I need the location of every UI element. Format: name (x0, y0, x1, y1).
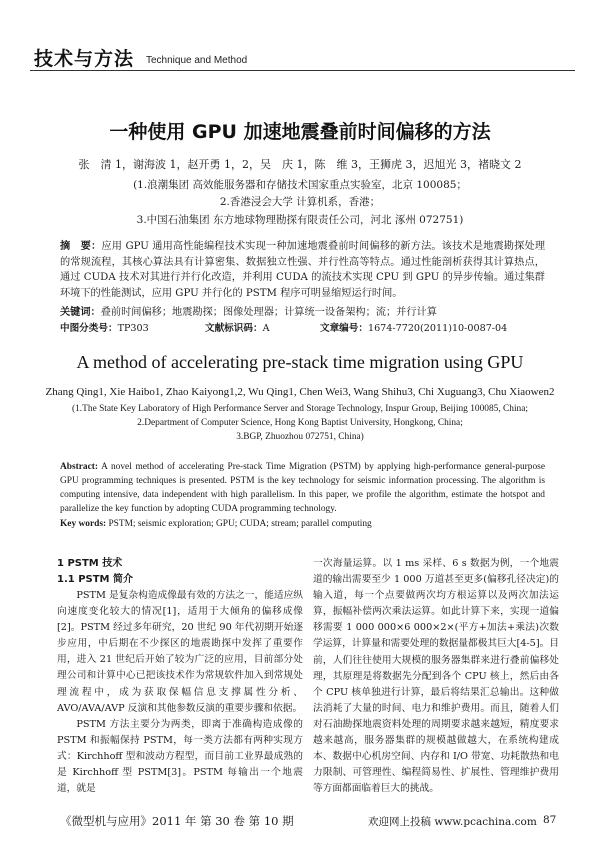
abstract-cn (60, 239, 545, 301)
doc-code (205, 320, 270, 334)
authors-cn: 张 清 1，谢海波 1，赵开勇 1，2，吴 庆 1，陈 维 3，王狮虎 3，迟旭光 3，褚晓文 2 (78, 158, 522, 171)
body-paragraph: PSTM 是复杂构造成像最有效的方法之一，能适应纵向速度变化较大的情况[1]，适用于大倾角的偏移成像[2]。PSTM 经过多年研究，20 世纪 90 年代初期开始逐步应用，中后期在不少探区的地震勘探中发挥了重要作用，进入 21 世纪后开始了较为广泛的应用，目前部分处理公司和计算中心已把该技术作为常规软件加入到常规处理流程中，成为获取保幅信息支撑属性分析、AVO/AVA/AVP 反演和其他参数反演的重要步骤和依据。 (57, 590, 303, 714)
section-heading-1-1: 1.1 PSTM 简介 (57, 574, 133, 585)
body-paragraph: 一次海量运算。以 1 ms 采样、6 s 数据为例，一个地震道的输出需要至少 1 000 万道甚至更多(偏移孔径决定)的输入道，每一个点要做两次均方根运算以及两次加法运算，振幅补偿两次乘法运算。如此计算下来，实现一道偏移需要 1 000 000×6 000×2×(平方+加法+乘法)次数学运算，计算量和需要处理的数据量都极其巨大[4-5]。目前，人们往往使用大规模的服务器集群来进行叠前偏移处理，其原理是将数据先分配到各个 CPU 核上，然后由各个 CPU 核单独进行计算，最后将结果汇总输出。这种做法消耗了大量的时间、电力和维护费用。而且，随着人们对石油勘探地震资料处理的周期要求越来越短，精度要求越来越高，服务器集群的规模越做越大，在系统构建成本、数据中心机房空间、内存和 I/O 带宽、功耗散热和电力限制、可管理性、编程简易性、扩展性、管理维护费用等方面都面临着巨大的挑战。 (313, 558, 559, 795)
keywords-cn-label: 关键词： (60, 307, 101, 318)
affiliation-cn-3: 3.中国石油集团 东方地球物理勘探有限责任公司，河北 涿州 072751) (136, 214, 464, 226)
abstract-en (60, 460, 545, 516)
abstract-en-label: Abstract: (60, 462, 99, 472)
clc-label: 中图分类号： (60, 323, 118, 334)
abstract-cn-text: 应用 GPU 通用高性能编程技术实现一种加速地震叠前时间偏移的新方法。该技术是地震勘探处理的常规流程，其核心算法具有计算密集、数据独立性强、并行性高等特点。通过性能剖析获得其计算热点，通过 CUDA 技术对其进行并行化改造，并利用 CUDA 的流技术实现 CPU 到 GPU 的异步传输。通过集群环境下的性能测试，应用 GPU 并行化的 PSTM 程序可明显缩短运行时间。 (60, 241, 546, 299)
keywords-en-label: Key words: (60, 519, 107, 529)
header-divider (30, 70, 575, 71)
article-number (320, 320, 507, 334)
section-title-en: Technique and Method (146, 55, 248, 66)
affiliation-cn-1: (1.浪潮集团 高效能服务器和存储技术国家重点实验室，北京 100085； (133, 179, 467, 191)
body-paragraph: PSTM 方法主要分为两类，即离于准确构造成像的 PSTM 和振幅保持 PSTM，每一类方法都有两种实现方式：Kirchhoff 型和波动方程型，而目前工业界最成熟的是 Kirchhoff 型 PSTM[3]。PSTM 每输出一个地震道，就是 (57, 718, 303, 795)
authors-en: Zhang Qing1, Xie Haibo1, Zhao Kaiyong1,2, Wu Qing1, Chen Wei3, Wang Shihu3, Chi Xuguang3, Chu Xiaowen2 (45, 386, 555, 398)
clc-value: TP303 (117, 323, 149, 334)
keywords-en (60, 519, 545, 529)
keywords-cn (60, 303, 545, 318)
affiliation-en-1: (1.The State Key Laboratory of High Performance Server and Storage Technology, Inspur Group, Beijing 100085, China; (72, 404, 528, 414)
affiliation-en-3: 3.BGP, Zhuozhou 072751, China) (236, 432, 364, 442)
keywords-cn-text: 叠前时间偏移；地震勘探；图像处理器；计算统一设备架构；流；并行计算 (100, 307, 437, 318)
website-footer: 欢迎网上投稿 www.pcachina.com (368, 816, 537, 828)
paper-title-cn: 一种使用 GPU 加速地震叠前时间偏移的方法 (109, 121, 491, 143)
article-label: 文章编号： (320, 323, 368, 334)
affiliation-en-2: 2.Department of Computer Science, Hong Kong Baptist University, Hongkong, China; (137, 418, 463, 428)
body-column-right (313, 556, 559, 797)
section-title-cn: 技术与方法 (34, 48, 135, 70)
clc-number (60, 320, 149, 334)
affiliation-cn-2: 2.香港浸会大学 计算机系，香港； (219, 196, 381, 208)
doc-value: A (262, 323, 270, 334)
keywords-en-text: PSTM; seismic exploration; GPU; CUDA; stream; parallel computing (108, 519, 372, 529)
page-number: 87 (543, 814, 557, 826)
abstract-en-text: A novel method of accelerating Pre-stack Time Migration (PSTM) by applying high-performance general-purpose GPU programming techniques is presented. PSTM is the key technology for seismic information processing. The algorithm is computing intensive, data independent with high parallelism. In this paper, we profile the algorithm, estimate the hotspot and parallelize the key function by adopting CUDA programming technology. (60, 462, 545, 514)
abstract-cn-label: 摘 要： (60, 241, 102, 252)
section-heading-1: 1 PSTM 技术 (57, 558, 123, 569)
doc-label: 文献标识码： (205, 323, 263, 334)
body-column-left (57, 556, 303, 797)
journal-footer: 《微型机与应用》2011 年 第 30 卷 第 10 期 (60, 814, 294, 828)
paper-title-en: A method of accelerating pre-stack time migration using GPU (76, 352, 524, 372)
article-value: 1674-7720(2011)10-0087-04 (367, 323, 508, 334)
